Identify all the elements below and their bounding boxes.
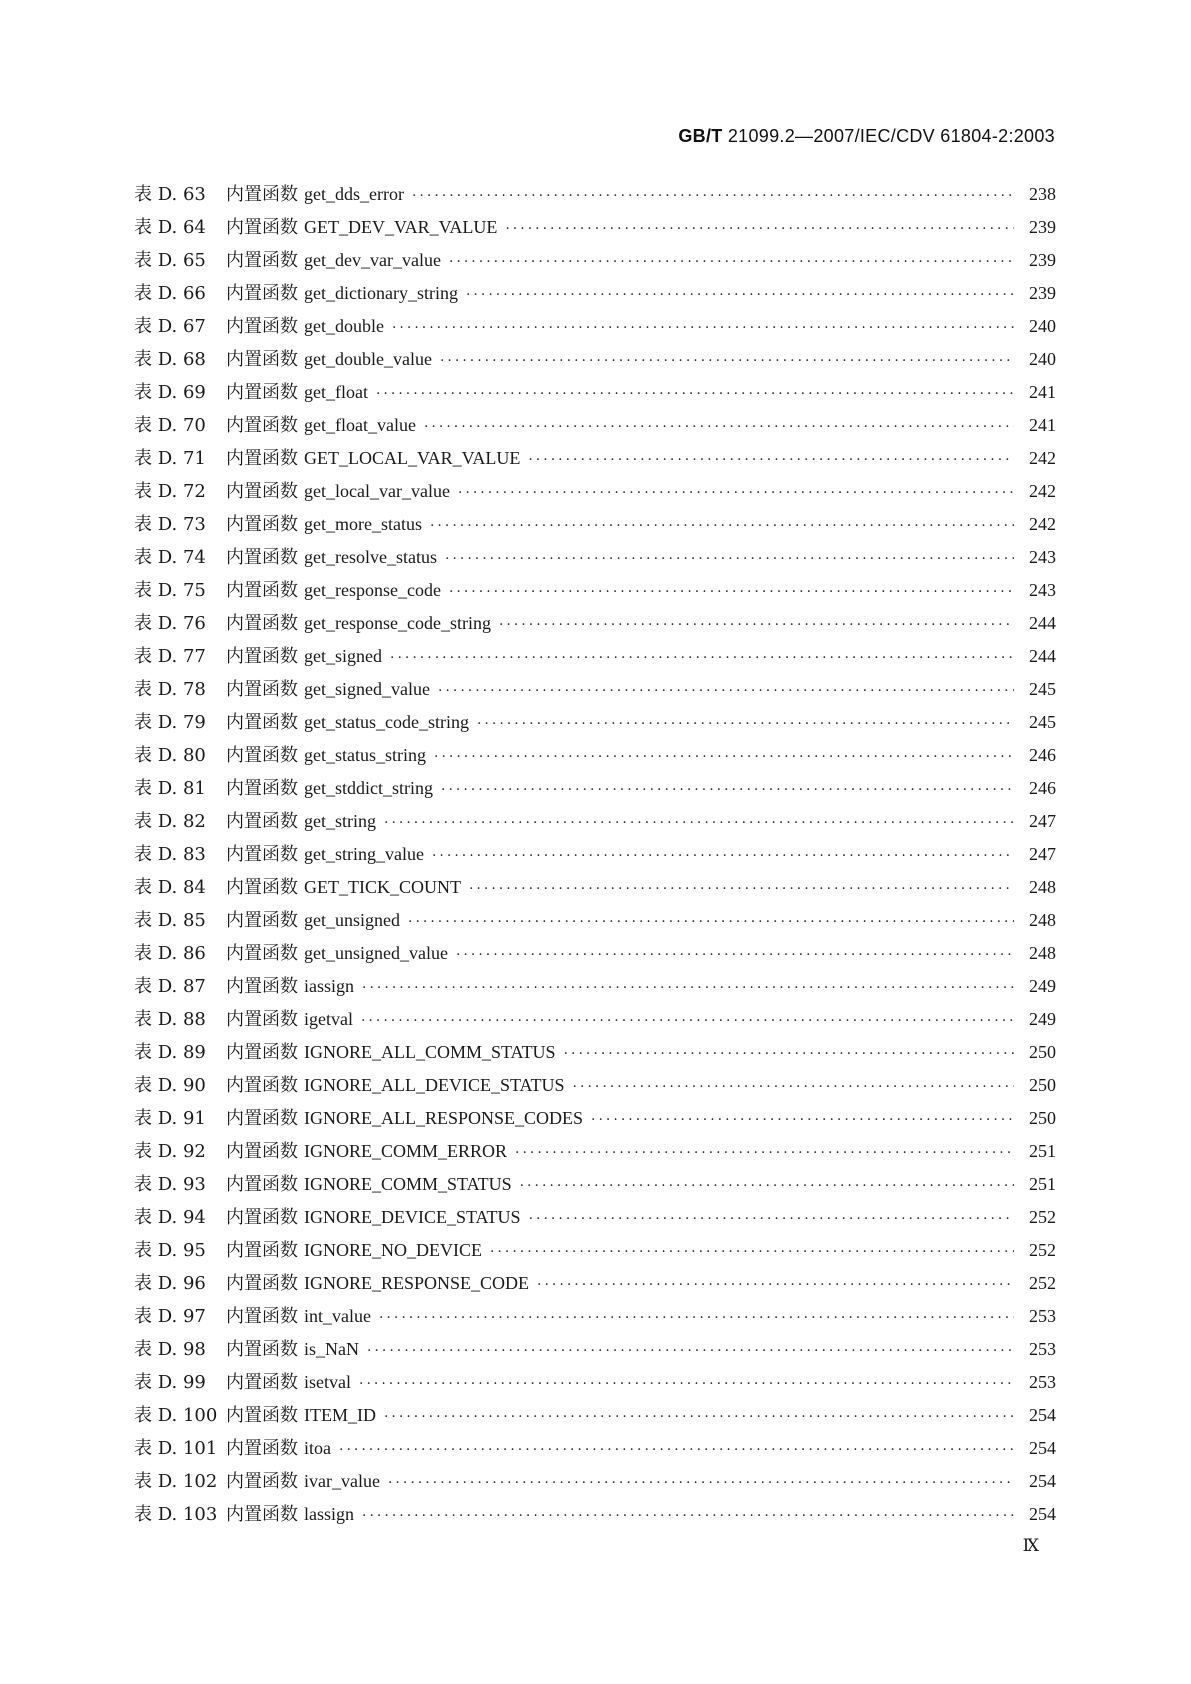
toc-entry[interactable] — [134, 939, 1056, 972]
toc-entry-title: get_status_string — [304, 745, 426, 765]
toc-entry[interactable] — [134, 675, 1056, 708]
toc-entry-number: 表 D. 75 — [134, 580, 206, 601]
toc-entry[interactable] — [134, 1203, 1056, 1236]
toc-entry-prefix: 内置函数 — [226, 1471, 298, 1492]
toc-entry[interactable] — [134, 246, 1056, 279]
toc-entry-page: 247 — [1029, 844, 1056, 864]
toc-entry-page: 247 — [1029, 811, 1056, 831]
toc-dot-leader — [505, 221, 1014, 237]
toc-entry-prefix: 内置函数 — [226, 481, 298, 502]
toc-entry-title: get_float_value — [304, 415, 416, 435]
toc-entry-number: 表 D. 94 — [134, 1207, 206, 1228]
toc-dot-leader — [469, 881, 1014, 897]
toc-dot-leader — [362, 1508, 1014, 1524]
toc-entry-title: get_stddict_string — [304, 778, 433, 798]
toc-dot-leader — [388, 1475, 1014, 1491]
toc-dot-leader — [367, 1343, 1014, 1359]
toc-entry-prefix: 内置函数 — [226, 976, 298, 997]
toc-dot-leader — [430, 518, 1014, 534]
toc-entry[interactable] — [134, 1368, 1056, 1401]
toc-entry-prefix: 内置函数 — [226, 217, 298, 238]
toc-entry-page: 251 — [1029, 1174, 1056, 1194]
toc-dot-leader — [445, 551, 1014, 567]
toc-entry-prefix: 内置函数 — [226, 1075, 298, 1096]
toc-entry-page: 243 — [1029, 580, 1056, 600]
toc-dot-leader — [458, 485, 1014, 501]
toc-entry-number: 表 D. 79 — [134, 712, 206, 733]
toc-entry[interactable] — [134, 444, 1056, 477]
toc-entry[interactable] — [134, 312, 1056, 345]
toc-entry-prefix: 内置函数 — [226, 712, 298, 733]
toc-entry[interactable] — [134, 378, 1056, 411]
toc-entry-number: 表 D. 91 — [134, 1108, 206, 1129]
toc-entry-prefix: 内置函数 — [226, 1009, 298, 1030]
toc-entry-page: 254 — [1029, 1471, 1056, 1491]
toc-dot-leader — [477, 716, 1014, 732]
toc-dot-leader — [564, 1046, 1014, 1062]
toc-entry[interactable] — [134, 972, 1056, 1005]
toc-entry[interactable] — [134, 873, 1056, 906]
toc-entry-number: 表 D. 67 — [134, 316, 206, 337]
toc-entry-title: get_unsigned_value — [304, 943, 448, 963]
toc-entry-number: 表 D. 70 — [134, 415, 206, 436]
toc-dot-leader — [434, 749, 1014, 765]
toc-dot-leader — [449, 584, 1014, 600]
toc-entry-page: 254 — [1029, 1405, 1056, 1425]
toc-entry-title: IGNORE_DEVICE_STATUS — [304, 1207, 521, 1227]
toc-entry-prefix: 内置函数 — [226, 184, 298, 205]
toc-dot-leader — [573, 1079, 1014, 1095]
toc-dot-leader — [528, 452, 1014, 468]
toc-entry-number: 表 D. 89 — [134, 1042, 206, 1063]
toc-entry-prefix: 内置函数 — [226, 877, 298, 898]
toc-entry-prefix: 内置函数 — [226, 1108, 298, 1129]
toc-entry-prefix: 内置函数 — [226, 250, 298, 271]
toc-entry-number: 表 D. 77 — [134, 646, 206, 667]
toc-entry-title: IGNORE_COMM_STATUS — [304, 1174, 512, 1194]
toc-entry-page: 248 — [1029, 910, 1056, 930]
toc-entry-prefix: 内置函数 — [226, 514, 298, 535]
toc-dot-leader — [466, 287, 1014, 303]
toc-entry-prefix: 内置函数 — [226, 1405, 298, 1426]
toc-entry-title: get_status_code_string — [304, 712, 469, 732]
toc-entry-number: 表 D. 65 — [134, 250, 206, 271]
toc-dot-leader — [438, 683, 1014, 699]
toc-entry-prefix: 内置函数 — [226, 1042, 298, 1063]
toc-entry-page: 239 — [1029, 283, 1056, 303]
toc-entry-number: 表 D. 68 — [134, 349, 206, 370]
toc-entry-page: 246 — [1029, 745, 1056, 765]
toc-entry[interactable] — [134, 411, 1056, 444]
toc-entry[interactable] — [134, 1170, 1056, 1203]
toc-entry-page: 249 — [1029, 976, 1056, 996]
toc-entry-number: 表 D. 80 — [134, 745, 206, 766]
toc-dot-leader — [490, 1244, 1014, 1260]
toc-entry-prefix: 内置函数 — [226, 745, 298, 766]
toc-entry-number: 表 D. 85 — [134, 910, 206, 931]
toc-entry-page: 246 — [1029, 778, 1056, 798]
toc-entry-page: 250 — [1029, 1075, 1056, 1095]
toc-entry-title: get_response_code_string — [304, 613, 491, 633]
toc-entry[interactable] — [134, 1434, 1056, 1467]
toc-entry-prefix: 内置函数 — [226, 1504, 298, 1525]
toc-entry-number: 表 D. 102 — [134, 1471, 218, 1492]
toc-dot-leader — [529, 1211, 1014, 1227]
toc-entry-prefix: 内置函数 — [226, 679, 298, 700]
toc-dot-leader — [359, 1376, 1014, 1392]
toc-entry-title: int_value — [304, 1306, 371, 1326]
toc-entry-number: 表 D. 95 — [134, 1240, 206, 1261]
toc-entry-page: 248 — [1029, 943, 1056, 963]
toc-dot-leader — [499, 617, 1014, 633]
toc-entry-page: 254 — [1029, 1504, 1056, 1524]
toc-entry-page: 242 — [1029, 448, 1056, 468]
toc-entry-number: 表 D. 86 — [134, 943, 206, 964]
toc-entry-prefix: 内置函数 — [226, 349, 298, 370]
toc-entry-page: 250 — [1029, 1042, 1056, 1062]
toc-dot-leader — [456, 947, 1014, 963]
toc-entry-title: get_dds_error — [304, 184, 404, 204]
toc-entry-prefix: 内置函数 — [226, 316, 298, 337]
toc-entry-prefix: 内置函数 — [226, 415, 298, 436]
toc-dot-leader — [520, 1178, 1014, 1194]
toc-entry-title: GET_LOCAL_VAR_VALUE — [304, 448, 521, 468]
toc-entry-number: 表 D. 90 — [134, 1075, 206, 1096]
toc-entry-prefix: 内置函数 — [226, 1339, 298, 1360]
toc-entry-page: 251 — [1029, 1141, 1056, 1161]
toc-entry[interactable] — [134, 807, 1056, 840]
toc-entry[interactable] — [134, 1236, 1056, 1269]
toc-entry-title: get_resolve_status — [304, 547, 437, 567]
toc-entry-title: IGNORE_RESPONSE_CODE — [304, 1273, 530, 1293]
toc-entry-title: get_more_status — [304, 514, 422, 534]
toc-entry-title: igetval — [304, 1009, 353, 1029]
toc-entry-page: 241 — [1029, 415, 1056, 435]
toc-entry-prefix: 内置函数 — [226, 1207, 298, 1228]
toc-entry-page: 252 — [1029, 1273, 1056, 1293]
toc-entry-title: ITEM_ID — [304, 1405, 376, 1425]
toc-entry-prefix: 内置函数 — [226, 382, 298, 403]
table-of-contents — [134, 180, 1056, 1533]
toc-entry-number: 表 D. 99 — [134, 1372, 206, 1393]
toc-entry-title: ivar_value — [304, 1471, 380, 1491]
toc-dot-leader — [408, 914, 1014, 930]
toc-entry-prefix: 内置函数 — [226, 448, 298, 469]
toc-entry-page: 254 — [1029, 1438, 1056, 1458]
toc-entry-title: IGNORE_ALL_RESPONSE_CODES — [304, 1108, 584, 1128]
toc-entry[interactable] — [134, 1038, 1056, 1071]
standard-number: 21099.2—2007/IEC/CDV 61804-2:2003 — [722, 126, 1055, 146]
toc-entry-title: get_float — [304, 382, 368, 402]
toc-entry-page: 242 — [1029, 514, 1056, 534]
toc-dot-leader — [379, 1310, 1014, 1326]
toc-entry[interactable] — [134, 279, 1056, 312]
toc-entry-number: 表 D. 88 — [134, 1009, 206, 1030]
toc-entry-prefix: 内置函数 — [226, 943, 298, 964]
toc-entry-title: lassign — [304, 1504, 355, 1524]
toc-entry-title: get_dictionary_string — [304, 283, 458, 303]
toc-entry-number: 表 D. 64 — [134, 217, 206, 238]
toc-dot-leader — [384, 1409, 1014, 1425]
toc-entry-prefix: 内置函数 — [226, 811, 298, 832]
toc-entry-title: get_signed — [304, 646, 382, 666]
toc-entry[interactable] — [134, 213, 1056, 246]
toc-entry-prefix: 内置函数 — [226, 547, 298, 568]
toc-entry[interactable] — [134, 543, 1056, 576]
toc-entry[interactable] — [134, 1005, 1056, 1038]
toc-entry-page: 253 — [1029, 1339, 1056, 1359]
toc-entry-title: isetval — [304, 1372, 351, 1392]
toc-entry-number: 表 D. 101 — [134, 1438, 218, 1459]
toc-dot-leader — [515, 1145, 1014, 1161]
toc-entry-title: GET_TICK_COUNT — [304, 877, 461, 897]
toc-dot-leader — [412, 188, 1014, 204]
toc-entry-number: 表 D. 81 — [134, 778, 206, 799]
toc-entry-number: 表 D. 71 — [134, 448, 206, 469]
toc-entry-prefix: 内置函数 — [226, 283, 298, 304]
toc-entry-number: 表 D. 66 — [134, 283, 206, 304]
toc-entry-number: 表 D. 87 — [134, 976, 206, 997]
toc-entry-title: get_unsigned — [304, 910, 400, 930]
toc-entry-title: get_double — [304, 316, 384, 336]
toc-entry-prefix: 内置函数 — [226, 1240, 298, 1261]
toc-entry-page: 238 — [1029, 184, 1056, 204]
toc-entry-number: 表 D. 84 — [134, 877, 206, 898]
toc-entry-prefix: 内置函数 — [226, 910, 298, 931]
toc-entry-prefix: 内置函数 — [226, 580, 298, 601]
toc-entry-page: 242 — [1029, 481, 1056, 501]
toc-entry-title: IGNORE_ALL_DEVICE_STATUS — [304, 1075, 565, 1095]
toc-entry-prefix: 内置函数 — [226, 844, 298, 865]
toc-entry-number: 表 D. 83 — [134, 844, 206, 865]
toc-dot-leader — [361, 1013, 1014, 1029]
toc-entry-title: IGNORE_NO_DEVICE — [304, 1240, 482, 1260]
toc-dot-leader — [432, 848, 1014, 864]
toc-entry-prefix: 内置函数 — [226, 1372, 298, 1393]
toc-entry-page: 252 — [1029, 1240, 1056, 1260]
toc-entry[interactable] — [134, 1401, 1056, 1434]
toc-entry-number: 表 D. 74 — [134, 547, 206, 568]
toc-entry-number: 表 D. 97 — [134, 1306, 206, 1327]
toc-entry-prefix: 内置函数 — [226, 646, 298, 667]
toc-entry[interactable] — [134, 708, 1056, 741]
toc-entry-number: 表 D. 73 — [134, 514, 206, 535]
toc-entry-title: get_signed_value — [304, 679, 430, 699]
toc-entry-title: get_string — [304, 811, 376, 831]
toc-entry[interactable] — [134, 1104, 1056, 1137]
toc-dot-leader — [424, 419, 1014, 435]
toc-entry[interactable] — [134, 1137, 1056, 1170]
toc-entry[interactable] — [134, 1071, 1056, 1104]
page-number: Ⅸ — [1022, 1536, 1039, 1555]
toc-entry-prefix: 内置函数 — [226, 1306, 298, 1327]
toc-dot-leader — [591, 1112, 1014, 1128]
toc-entry[interactable] — [134, 1335, 1056, 1368]
toc-entry-title: get_dev_var_value — [304, 250, 441, 270]
toc-entry-page: 252 — [1029, 1207, 1056, 1227]
toc-dot-leader — [537, 1277, 1014, 1293]
toc-entry-number: 表 D. 82 — [134, 811, 206, 832]
toc-entry[interactable] — [134, 510, 1056, 543]
toc-entry-title: IGNORE_COMM_ERROR — [304, 1141, 508, 1161]
toc-entry-title: itoa — [304, 1438, 331, 1458]
toc-entry[interactable] — [134, 180, 1056, 213]
toc-entry[interactable] — [134, 840, 1056, 873]
toc-entry-number: 表 D. 69 — [134, 382, 206, 403]
toc-entry-title: get_string_value — [304, 844, 424, 864]
toc-entry[interactable] — [134, 609, 1056, 642]
toc-entry-number: 表 D. 92 — [134, 1141, 206, 1162]
toc-entry-title: get_local_var_value — [304, 481, 450, 501]
toc-entry[interactable] — [134, 576, 1056, 609]
toc-dot-leader — [390, 650, 1014, 666]
toc-entry-prefix: 内置函数 — [226, 778, 298, 799]
toc-entry[interactable] — [134, 1269, 1056, 1302]
toc-entry[interactable] — [134, 1467, 1056, 1500]
toc-dot-leader — [440, 353, 1014, 369]
toc-entry-page: 253 — [1029, 1306, 1056, 1326]
toc-entry-number: 表 D. 63 — [134, 184, 206, 205]
toc-entry[interactable] — [134, 345, 1056, 378]
toc-entry-title: get_double_value — [304, 349, 432, 369]
toc-dot-leader — [441, 782, 1014, 798]
toc-entry-page: 241 — [1029, 382, 1056, 402]
toc-entry-page: 249 — [1029, 1009, 1056, 1029]
toc-entry-number: 表 D. 100 — [134, 1405, 218, 1426]
toc-dot-leader — [384, 815, 1014, 831]
toc-entry-number: 表 D. 103 — [134, 1504, 218, 1525]
toc-entry-title: iassign — [304, 976, 355, 996]
toc-entry[interactable] — [134, 741, 1056, 774]
toc-entry-page: 244 — [1029, 646, 1056, 666]
toc-entry-number: 表 D. 78 — [134, 679, 206, 700]
toc-entry-prefix: 内置函数 — [226, 1141, 298, 1162]
standard-prefix: GB/T — [678, 126, 723, 146]
toc-entry-page: 240 — [1029, 349, 1056, 369]
toc-dot-leader — [339, 1442, 1014, 1458]
toc-entry-page: 248 — [1029, 877, 1056, 897]
toc-entry[interactable] — [134, 774, 1056, 807]
toc-entry[interactable] — [134, 642, 1056, 675]
toc-dot-leader — [376, 386, 1014, 402]
toc-entry[interactable] — [134, 477, 1056, 510]
toc-entry-page: 240 — [1029, 316, 1056, 336]
toc-entry-page: 250 — [1029, 1108, 1056, 1128]
toc-entry-page: 253 — [1029, 1372, 1056, 1392]
toc-entry-prefix: 内置函数 — [226, 1438, 298, 1459]
toc-entry-number: 表 D. 96 — [134, 1273, 206, 1294]
toc-dot-leader — [449, 254, 1014, 270]
toc-entry-page: 243 — [1029, 547, 1056, 567]
toc-entry-page: 245 — [1029, 679, 1056, 699]
toc-entry-page: 239 — [1029, 250, 1056, 270]
toc-entry-title: is_NaN — [304, 1339, 359, 1359]
toc-entry-title: GET_DEV_VAR_VALUE — [304, 217, 498, 237]
toc-entry-prefix: 内置函数 — [226, 1174, 298, 1195]
toc-entry-prefix: 内置函数 — [226, 613, 298, 634]
toc-entry-title: IGNORE_ALL_COMM_STATUS — [304, 1042, 556, 1062]
toc-entry-number: 表 D. 98 — [134, 1339, 206, 1360]
toc-dot-leader — [362, 980, 1014, 996]
document-header — [678, 126, 1055, 147]
toc-entry-prefix: 内置函数 — [226, 1273, 298, 1294]
toc-dot-leader — [392, 320, 1014, 336]
toc-entry[interactable] — [134, 1302, 1056, 1335]
toc-entry-page: 244 — [1029, 613, 1056, 633]
toc-entry-title: get_response_code — [304, 580, 441, 600]
toc-entry-number: 表 D. 72 — [134, 481, 206, 502]
toc-entry-number: 表 D. 76 — [134, 613, 206, 634]
toc-entry-page: 245 — [1029, 712, 1056, 732]
toc-entry[interactable] — [134, 906, 1056, 939]
toc-entry-number: 表 D. 93 — [134, 1174, 206, 1195]
toc-entry[interactable] — [134, 1500, 1056, 1533]
toc-entry-page: 239 — [1029, 217, 1056, 237]
